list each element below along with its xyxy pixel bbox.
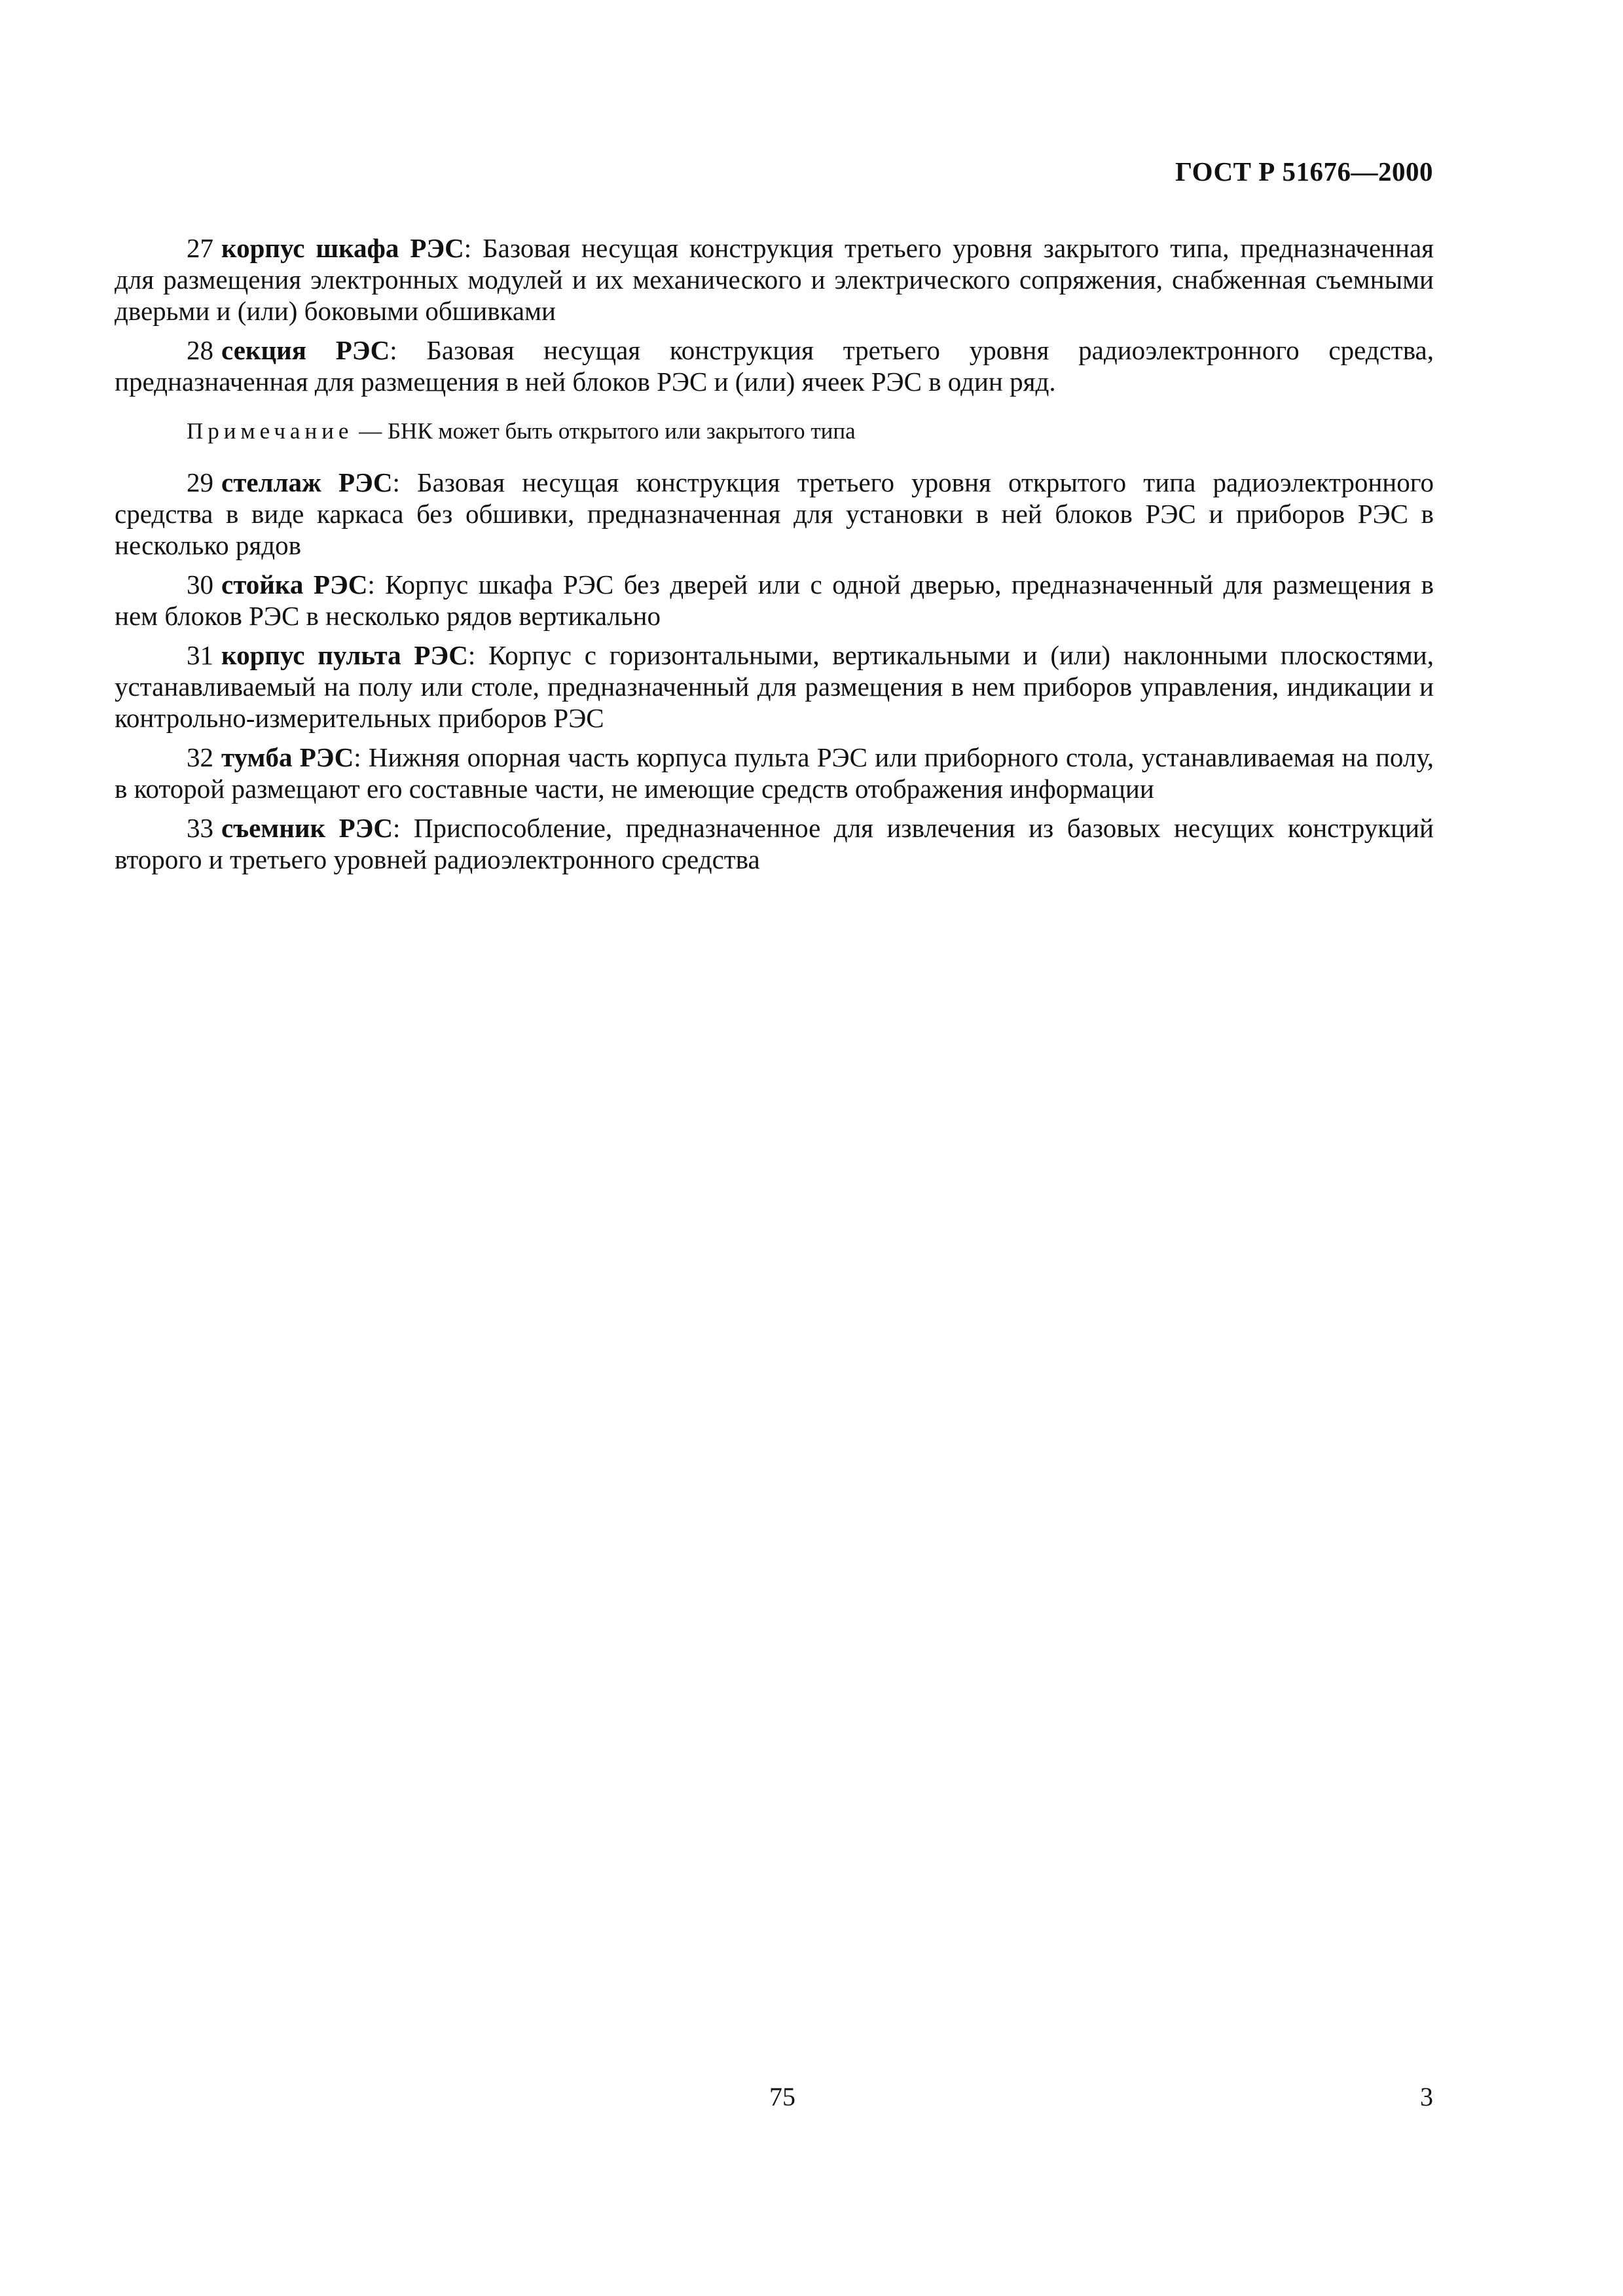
term-entry-28 [115, 334, 1434, 397]
entry-number: 27 [187, 233, 213, 263]
entry-definition: : Корпус шкафа РЭС без дверей или с одной дверью, предназначенный для размещения в нем блоков РЭС в несколько рядов вертикально [115, 569, 1434, 631]
entry-number: 31 [187, 640, 213, 670]
term-entry-31 [115, 639, 1434, 734]
document-code: ГОСТ Р 51676—2000 [1175, 156, 1433, 187]
entry-term: стеллаж РЭС [221, 467, 393, 497]
note-text: — БНК может быть открытого или закрытого типа [353, 418, 856, 444]
document-body [115, 232, 1434, 883]
term-entry-30 [115, 569, 1434, 632]
entry-number: 29 [187, 467, 213, 497]
entry-number: 32 [187, 742, 213, 772]
term-entry-32 [115, 742, 1434, 804]
entry-definition: : Приспособление, предназначенное для извлечения из базовых несущих конструкций второго и третьего уровней радиоэлектронного средства [115, 813, 1434, 874]
entry-term: корпус шкафа РЭС [221, 233, 464, 263]
entry-number: 33 [187, 813, 213, 843]
entry-definition: : Базовая несущая конструкция третьего уровня закрытого типа, предназначенная для размещения электронных модулей и их механического и электрического сопряжения, снабженная съемными дверьми и (или) боковыми обшивками [115, 233, 1434, 326]
term-entry-29 [115, 467, 1434, 561]
entry-term: корпус пульта РЭС [221, 640, 468, 670]
note [115, 417, 1434, 446]
term-entry-27 [115, 232, 1434, 327]
entry-definition: : Базовая несущая конструкция третьего уровня открытого типа радиоэлектронного средства в виде каркаса без обшивки, предназначенная для установки в ней блоков РЭС и приборов РЭС в несколько рядов [115, 467, 1434, 560]
entry-number: 28 [187, 335, 213, 365]
entry-number: 30 [187, 569, 213, 600]
footer-center-number: 75 [769, 2082, 795, 2111]
entry-definition: : Корпус с горизонтальными, вертикальными и (или) наклонными плоскостями, устанавливаемый на полу или столе, предназначенный для размещения в нем приборов управления, индикации и контрольно-измерительных приборов РЭС [115, 640, 1434, 733]
entry-term: стойка РЭС [221, 569, 368, 600]
entry-definition: : Базовая несущая конструкция третьего уровня радиоэлектронного средства, предназначенная для размещения в ней блоков РЭС и (или) ячеек РЭС в один ряд. [115, 335, 1434, 397]
page-number: 3 [1420, 2082, 1433, 2111]
entry-term: тумба РЭС [221, 742, 354, 772]
term-entry-33 [115, 812, 1434, 875]
entry-term: съемник РЭС [221, 813, 393, 843]
entry-term: секция РЭС [221, 335, 390, 365]
entry-definition: : Нижняя опорная часть корпуса пульта РЭС или приборного стола, устанавливаемая на полу, в которой размещают его составные части, не имеющие средств отображения информации [115, 742, 1434, 804]
note-label: Примечание [187, 418, 354, 444]
